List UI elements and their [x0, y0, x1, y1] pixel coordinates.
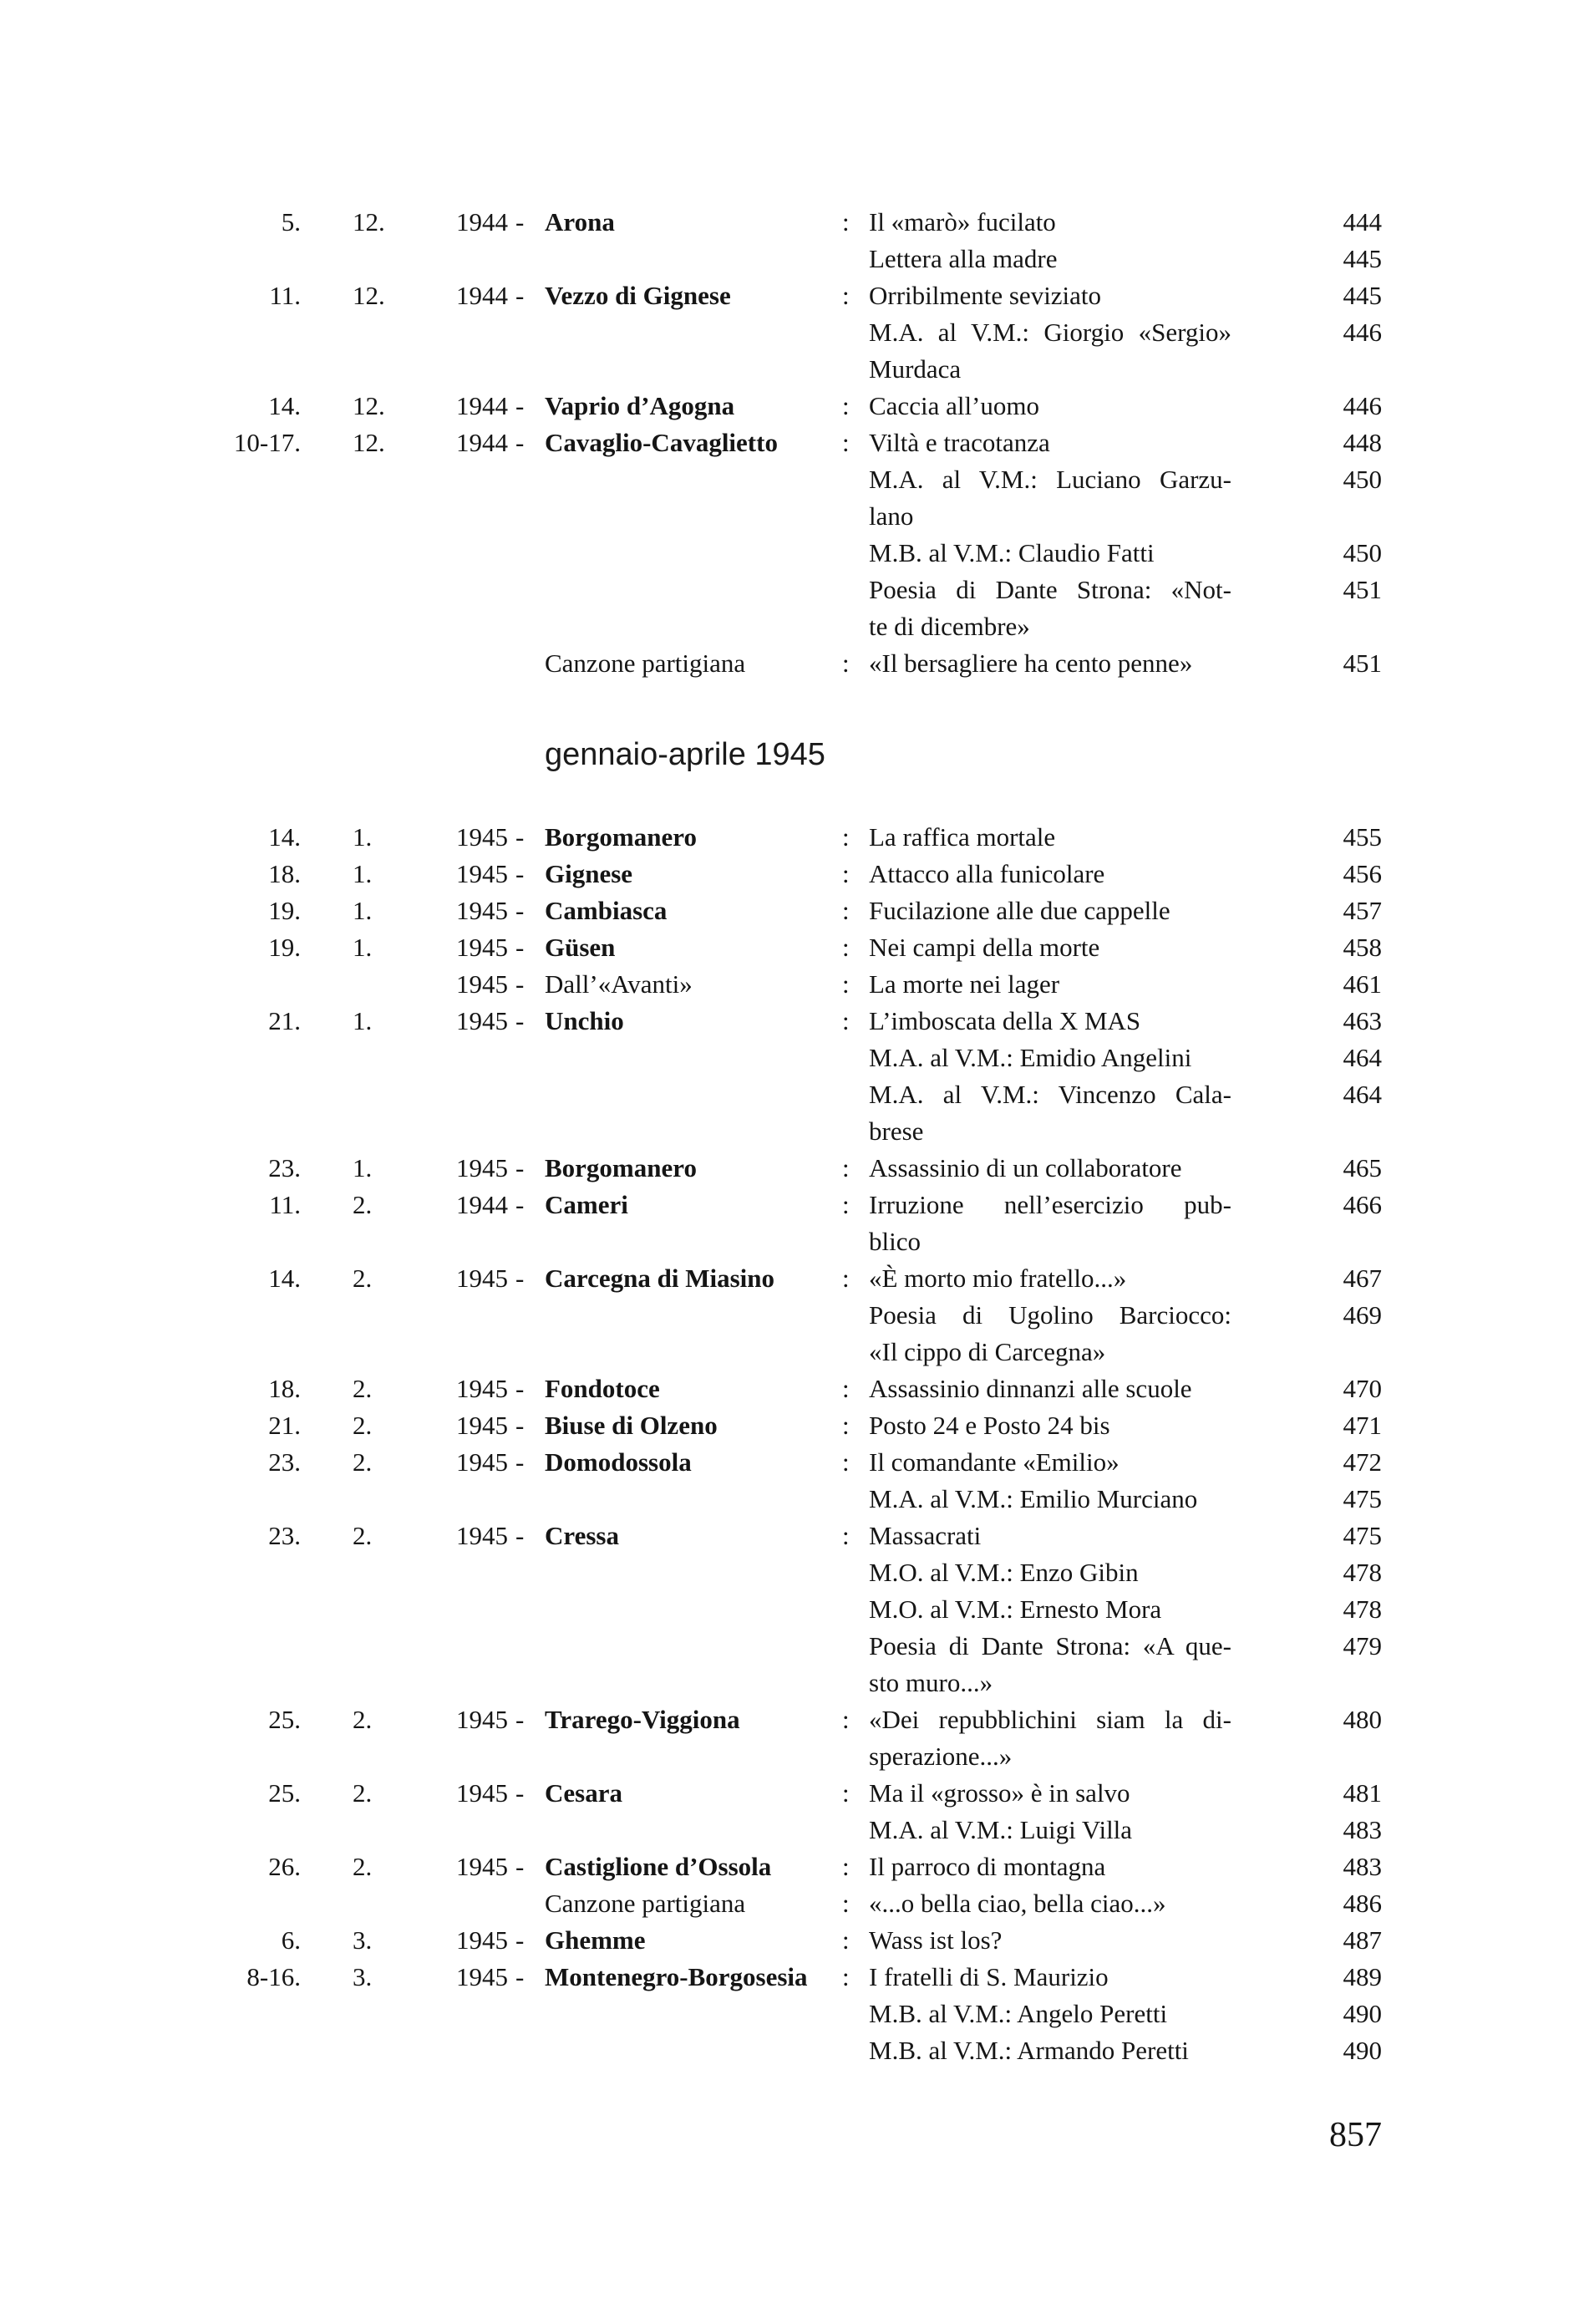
entry-day: 25.	[268, 1705, 301, 1734]
entry-page-number: 489	[1343, 1962, 1382, 1991]
entry-page-number: 483	[1343, 1852, 1382, 1881]
index-entry	[0, 1738, 1579, 1775]
entry-dash: -	[515, 1264, 525, 1293]
index-entry	[0, 1665, 1579, 1701]
entry-title: Viltà e tracotanza	[869, 428, 1050, 457]
entry-page-number: 469	[1343, 1300, 1382, 1330]
index-entry	[0, 204, 1579, 241]
entry-colon: :	[842, 391, 850, 420]
entry-title: M.B. al V.M.: Claudio Fatti	[869, 538, 1155, 567]
entry-dash: -	[515, 933, 525, 962]
entry-day: 21.	[268, 1006, 301, 1035]
index-entry	[0, 1223, 1579, 1260]
entry-title: M.A. al V.M.: Emidio Angelini	[869, 1043, 1192, 1072]
entry-page-number: 479	[1343, 1631, 1382, 1660]
entry-day: 14.	[268, 1264, 301, 1293]
entry-year: 1945	[456, 1852, 508, 1881]
entry-place: Castiglione d’Ossola	[545, 1852, 772, 1881]
index-entry	[0, 929, 1579, 966]
entry-title: M.B. al V.M.: Angelo Peretti	[869, 1999, 1168, 2028]
entry-dash: -	[515, 1778, 525, 1808]
entry-year: 1944	[456, 281, 508, 310]
entry-dash: -	[515, 281, 525, 310]
entry-month: 2.	[353, 1705, 373, 1734]
entry-place: Carcegna di Miasino	[545, 1264, 774, 1293]
index-entry	[0, 314, 1579, 351]
entry-title: Orribilmente seviziato	[869, 281, 1102, 310]
index-entry	[0, 461, 1579, 498]
entry-colon: :	[842, 896, 850, 925]
entry-page-number: 487	[1343, 1925, 1382, 1955]
entry-day: 18.	[268, 859, 301, 888]
index-entry	[0, 1150, 1579, 1187]
index-entry	[0, 1959, 1579, 1996]
entry-place: Cameri	[545, 1190, 628, 1219]
entry-page-number: 463	[1343, 1006, 1382, 1035]
index-entry	[0, 241, 1579, 277]
entry-place: Montenegro-Borgosesia	[545, 1962, 808, 1991]
page-number: 857	[1329, 2116, 1382, 2154]
entry-year: 1945	[456, 896, 508, 925]
entry-dash: -	[515, 859, 525, 888]
entry-colon: :	[842, 1190, 850, 1219]
entry-title: Poesia di Dante Strona: «Not-	[869, 575, 1231, 604]
entry-month: 3.	[353, 1962, 373, 1991]
entry-place: Vaprio d’Agogna	[545, 391, 735, 420]
entry-title: Ma il «grosso» è in salvo	[869, 1778, 1130, 1808]
entry-colon: :	[842, 1925, 850, 1955]
entry-title: M.B. al V.M.: Armando Peretti	[869, 2036, 1189, 2065]
entry-title: I fratelli di S. Maurizio	[869, 1962, 1109, 1991]
entry-day: 21.	[268, 1411, 301, 1440]
entry-colon: :	[842, 859, 850, 888]
entry-colon: :	[842, 1705, 850, 1734]
index-entry	[0, 1775, 1579, 1812]
entry-month: 12.	[353, 391, 385, 420]
index-entry	[0, 1407, 1579, 1444]
index-entry	[0, 1003, 1579, 1040]
index-entry	[0, 966, 1579, 1003]
index-entry	[0, 1518, 1579, 1554]
entry-page-number: 445	[1343, 281, 1382, 310]
entry-place: Ghemme	[545, 1925, 646, 1955]
entry-colon: :	[842, 1374, 850, 1403]
entry-title: Il parroco di montagna	[869, 1852, 1106, 1881]
entry-year: 1944	[456, 207, 508, 236]
entry-month: 12.	[353, 281, 385, 310]
index-entry	[0, 1591, 1579, 1628]
entry-year: 1944	[456, 1190, 508, 1219]
entry-page-number: 450	[1343, 538, 1382, 567]
entry-year: 1945	[456, 1411, 508, 1440]
entry-year: 1945	[456, 933, 508, 962]
entry-page-number: 466	[1343, 1190, 1382, 1219]
entry-year: 1945	[456, 1925, 508, 1955]
entry-title: lano	[869, 501, 914, 531]
entry-title: Murdaca	[869, 354, 962, 384]
entry-page-number: 446	[1343, 318, 1382, 347]
entry-title: M.A. al V.M.: Emilio Murciano	[869, 1484, 1198, 1513]
entry-colon: :	[842, 1778, 850, 1808]
entry-dash: -	[515, 1190, 525, 1219]
entry-year: 1945	[456, 1264, 508, 1293]
entry-page-number: 478	[1343, 1594, 1382, 1624]
index-entry	[0, 1701, 1579, 1738]
entry-month: 2.	[353, 1411, 373, 1440]
section-heading: gennaio-aprile 1945	[545, 737, 825, 772]
entry-title: te di dicembre»	[869, 612, 1030, 641]
entry-title: «Il cippo di Carcegna»	[869, 1337, 1106, 1366]
entry-month: 2.	[353, 1264, 373, 1293]
entry-dash: -	[515, 1006, 525, 1035]
entry-month: 3.	[353, 1925, 373, 1955]
entry-place: Güsen	[545, 933, 616, 962]
entry-title: M.O. al V.M.: Ernesto Mora	[869, 1594, 1162, 1624]
entry-page-number: 486	[1343, 1889, 1382, 1918]
index-entry	[0, 2032, 1579, 2069]
entry-dash: -	[515, 1925, 525, 1955]
entry-place: Cressa	[545, 1521, 619, 1550]
entry-year: 1945	[456, 1153, 508, 1182]
entry-day: 19.	[268, 896, 301, 925]
entry-title: La morte nei lager	[869, 969, 1060, 999]
entry-colon: :	[842, 969, 850, 999]
entry-colon: :	[842, 281, 850, 310]
entry-year: 1945	[456, 1006, 508, 1035]
entry-title: Nei campi della morte	[869, 933, 1100, 962]
entry-dash: -	[515, 1447, 525, 1477]
index-entry	[0, 1554, 1579, 1591]
index-entry	[0, 1996, 1579, 2032]
entry-title: M.A. al V.M.: Luigi Villa	[869, 1815, 1133, 1844]
entry-month: 1.	[353, 896, 373, 925]
entry-day: 11.	[269, 1190, 301, 1219]
entry-page-number: 455	[1343, 822, 1382, 852]
entry-month: 2.	[353, 1521, 373, 1550]
entry-title: La raffica mortale	[869, 822, 1056, 852]
index-entry	[0, 1922, 1579, 1959]
index-entry	[0, 1481, 1579, 1518]
entry-colon: :	[842, 428, 850, 457]
entry-dash: -	[515, 1411, 525, 1440]
entry-page-number: 475	[1343, 1521, 1382, 1550]
index-entry	[0, 819, 1579, 856]
entry-colon: :	[842, 1889, 850, 1918]
entry-page-number: 461	[1343, 969, 1382, 999]
entry-page-number: 450	[1343, 465, 1382, 494]
entry-dash: -	[515, 428, 525, 457]
entry-page-number: 451	[1343, 648, 1382, 678]
entry-title: Irruzione nell’esercizio pub-	[869, 1190, 1231, 1219]
index-entry	[0, 1040, 1579, 1076]
entry-colon: :	[842, 822, 850, 852]
entry-page-number: 446	[1343, 391, 1382, 420]
entry-dash: -	[515, 969, 525, 999]
entry-day: 6.	[281, 1925, 301, 1955]
entry-day: 18.	[268, 1374, 301, 1403]
index-entry	[0, 425, 1579, 461]
entry-colon: :	[842, 1962, 850, 1991]
entry-month: 12.	[353, 428, 385, 457]
entry-place: Fondotoce	[545, 1374, 660, 1403]
entry-title: Attacco alla funicolare	[869, 859, 1105, 888]
entry-place: Gignese	[545, 859, 633, 888]
entry-dash: -	[515, 1374, 525, 1403]
entry-year: 1945	[456, 1447, 508, 1477]
entry-colon: :	[842, 648, 850, 678]
entry-day: 25.	[268, 1778, 301, 1808]
index-entry	[0, 277, 1579, 314]
entry-month: 2.	[353, 1447, 373, 1477]
entry-page-number: 444	[1343, 207, 1382, 236]
entry-day: 26.	[268, 1852, 301, 1881]
entry-dash: -	[515, 822, 525, 852]
entry-day: 23.	[268, 1447, 301, 1477]
entry-month: 1.	[353, 822, 373, 852]
entry-colon: :	[842, 1411, 850, 1440]
entry-title: M.A. al V.M.: Luciano Garzu-	[869, 465, 1231, 494]
entry-page-number: 483	[1343, 1815, 1382, 1844]
entry-title: Fucilazione alle due cappelle	[869, 896, 1170, 925]
entry-title: Massacrati	[869, 1521, 982, 1550]
entry-page-number: 470	[1343, 1374, 1382, 1403]
entry-day: 23.	[268, 1153, 301, 1182]
entry-day: 23.	[268, 1521, 301, 1550]
entry-dash: -	[515, 207, 525, 236]
index-entry	[0, 1812, 1579, 1849]
entry-title: Il comandante «Emilio»	[869, 1447, 1120, 1477]
index-entry	[0, 572, 1579, 608]
entry-colon: :	[842, 1852, 850, 1881]
index-entry	[0, 1187, 1579, 1223]
entry-page-number: 490	[1343, 1999, 1382, 2028]
entry-place: Unchio	[545, 1006, 624, 1035]
entry-page-number: 464	[1343, 1080, 1382, 1109]
entry-colon: :	[842, 933, 850, 962]
entry-year: 1945	[456, 859, 508, 888]
entry-colon: :	[842, 1153, 850, 1182]
entry-place: Biuse di Olzeno	[545, 1411, 718, 1440]
entry-dash: -	[515, 1852, 525, 1881]
entry-dash: -	[515, 391, 525, 420]
entry-title: sto muro...»	[869, 1668, 993, 1697]
entry-month: 12.	[353, 207, 385, 236]
entry-page-number: 480	[1343, 1705, 1382, 1734]
index-entry	[0, 608, 1579, 645]
index-entry	[0, 1334, 1579, 1370]
entry-colon: :	[842, 1264, 850, 1293]
entry-title: Wass ist los?	[869, 1925, 1003, 1955]
entry-month: 1.	[353, 1006, 373, 1035]
entry-place: Cavaglio-Cavaglietto	[545, 428, 778, 457]
entry-title: Poesia di Dante Strona: «A que-	[869, 1631, 1231, 1660]
index-entry	[0, 1885, 1579, 1922]
entry-colon: :	[842, 1521, 850, 1550]
entry-page-number: 464	[1343, 1043, 1382, 1072]
entry-title: «Il bersagliere ha cento penne»	[869, 648, 1193, 678]
entry-place: Cambiasca	[545, 896, 668, 925]
entry-place: Borgomanero	[545, 1153, 697, 1182]
entry-title: «Dei repubblichini siam la di-	[869, 1705, 1231, 1734]
entry-month: 1.	[353, 1153, 373, 1182]
entry-title: sperazione...»	[869, 1742, 1013, 1771]
entry-page-number: 458	[1343, 933, 1382, 962]
entry-page-number: 457	[1343, 896, 1382, 925]
entry-dash: -	[515, 1705, 525, 1734]
entry-year: 1945	[456, 1521, 508, 1550]
entry-title: Posto 24 e Posto 24 bis	[869, 1411, 1110, 1440]
entry-colon: :	[842, 1006, 850, 1035]
entry-day: 19.	[268, 933, 301, 962]
index-entry	[0, 1113, 1579, 1150]
index-entry	[0, 1370, 1579, 1407]
entry-year: 1944	[456, 428, 508, 457]
entry-title: «È morto mio fratello...»	[869, 1264, 1127, 1293]
entry-month: 1.	[353, 859, 373, 888]
index-entry	[0, 1076, 1579, 1113]
entry-colon: :	[842, 1447, 850, 1477]
entry-title: M.A. al V.M.: Vincenzo Cala-	[869, 1080, 1231, 1109]
entry-page-number: 478	[1343, 1558, 1382, 1587]
entry-day: 11.	[269, 281, 301, 310]
index-entry	[0, 535, 1579, 572]
entry-page-number: 456	[1343, 859, 1382, 888]
entry-title: Caccia all’uomo	[869, 391, 1039, 420]
index-entry	[0, 1260, 1579, 1297]
entry-month: 2.	[353, 1190, 373, 1219]
entry-title: L’imboscata della X MAS	[869, 1006, 1141, 1035]
entry-year: 1944	[456, 391, 508, 420]
index-section-january-april-1945	[0, 819, 1579, 2069]
entry-page-number: 481	[1343, 1778, 1382, 1808]
index-entry	[0, 1628, 1579, 1665]
entry-page-number: 472	[1343, 1447, 1382, 1477]
entry-place: Canzone partigiana	[545, 648, 746, 678]
entry-month: 2.	[353, 1852, 373, 1881]
entry-place: Cesara	[545, 1778, 622, 1808]
entry-page-number: 475	[1343, 1484, 1382, 1513]
entry-colon: :	[842, 207, 850, 236]
entry-title: blico	[869, 1227, 921, 1256]
entry-page-number: 445	[1343, 244, 1382, 273]
entry-year: 1945	[456, 1374, 508, 1403]
entry-title: Il «marò» fucilato	[869, 207, 1056, 236]
entry-title: M.A. al V.M.: Giorgio «Sergio»	[869, 318, 1231, 347]
entry-title: Assassinio dinnanzi alle scuole	[869, 1374, 1192, 1403]
entry-place: Vezzo di Gignese	[545, 281, 731, 310]
entry-place: Dall’«Avanti»	[545, 969, 693, 999]
entry-day: 14.	[268, 391, 301, 420]
entry-page-number: 451	[1343, 575, 1382, 604]
entry-year: 1945	[456, 1778, 508, 1808]
entry-place: Domodossola	[545, 1447, 692, 1477]
entry-page-number: 471	[1343, 1411, 1382, 1440]
entry-title: Poesia di Ugolino Barciocco:	[869, 1300, 1231, 1330]
entry-dash: -	[515, 1521, 525, 1550]
entry-place: Trarego-Viggiona	[545, 1705, 740, 1734]
index-section-december-1944	[0, 204, 1579, 682]
index-entry	[0, 892, 1579, 929]
entry-month: 1.	[353, 933, 373, 962]
entry-place: Borgomanero	[545, 822, 697, 852]
entry-day: 8-16.	[246, 1962, 301, 1991]
index-entry	[0, 645, 1579, 682]
entry-title: Lettera alla madre	[869, 244, 1058, 273]
entry-day: 5.	[281, 207, 301, 236]
entry-page-number: 465	[1343, 1153, 1382, 1182]
entry-page-number: 490	[1343, 2036, 1382, 2065]
index-entry	[0, 351, 1579, 388]
entry-month: 2.	[353, 1778, 373, 1808]
index-entry	[0, 388, 1579, 425]
entry-month: 2.	[353, 1374, 373, 1403]
index-entry	[0, 1444, 1579, 1481]
entry-year: 1945	[456, 1705, 508, 1734]
entry-day: 14.	[268, 822, 301, 852]
entry-title: brese	[869, 1116, 924, 1146]
entry-page-number: 467	[1343, 1264, 1382, 1293]
index-entry	[0, 1297, 1579, 1334]
entry-dash: -	[515, 1153, 525, 1182]
entry-year: 1945	[456, 822, 508, 852]
index-entry	[0, 1849, 1579, 1885]
index-entry	[0, 498, 1579, 535]
entry-place: Arona	[545, 207, 615, 236]
entry-day: 10-17.	[233, 428, 301, 457]
index-entry	[0, 856, 1579, 892]
entry-page-number: 448	[1343, 428, 1382, 457]
entry-year: 1945	[456, 1962, 508, 1991]
entry-title: M.O. al V.M.: Enzo Gibin	[869, 1558, 1139, 1587]
entry-title: «...o bella ciao, bella ciao...»	[869, 1889, 1166, 1918]
entry-title: Assassinio di un collaboratore	[869, 1153, 1182, 1182]
entry-dash: -	[515, 896, 525, 925]
entry-dash: -	[515, 1962, 525, 1991]
entry-year: 1945	[456, 969, 508, 999]
entry-place: Canzone partigiana	[545, 1889, 746, 1918]
